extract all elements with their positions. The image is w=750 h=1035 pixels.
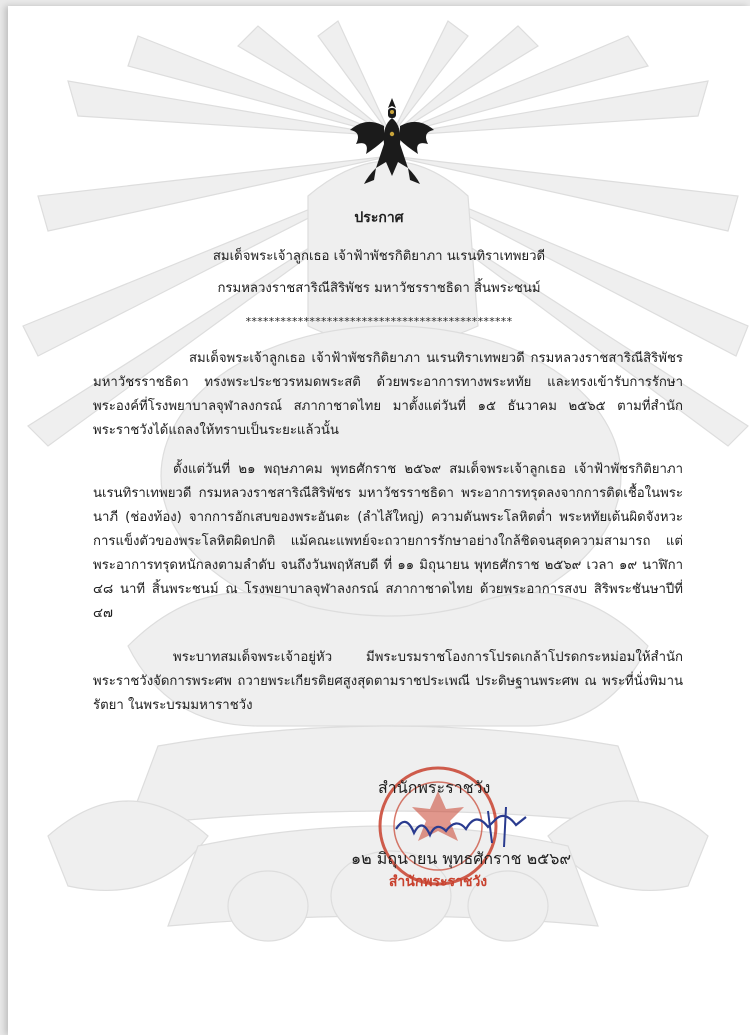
paragraph-2: ตั้งแต่วันที่ ๒๑ พฤษภาคม พุทธศักราช ๒๕๖๙ สมเด็จพระเจ้าลูกเธอ เจ้าฟ้าพัชรกิติยาภา นเรนทิราเทพยวดี กรมหลวงราชสาริณีสิริพัชร มหาวัชรราชธิดา พระอาการทรุดลงจากการติดเชื้อในพระนาภี (ช่องท้อง) จากการอักเสบของพระอันตะ (ลำไส้ใหญ่) ความดันพระโลหิตต่ำ พระหทัยเต้นผิดจังหวะ การแข็งตัวของพระโลหิตผิดปกติ แม้คณะแพทย์จะถวายการรักษาอย่างใกล้ชิดจนสุดความสามารถ แต่พระอาการทรุดหนักลงตามลำดับ จนถึงวันพฤหัสบดี ที่ ๑๑ มิถุนายน พุทธศักราช ๒๕๖๙ เวลา ๑๙ นาฬิกา ๔๘ นาที สิ้นพระชนม์ ณ โรงพยาบาลจุฬาลงกรณ์ สภากาชาดไทย ด้วยพระอาการสงบ สิริพระชันษาปีที่ ๔๗ — [93, 462, 683, 621]
announcement-title: ประกาศ — [354, 210, 404, 226]
star-divider: ********************************************** — [245, 315, 513, 328]
official-seal-stamp — [376, 751, 546, 901]
subject-line-1: สมเด็จพระเจ้าลูกเธอ เจ้าฟ้าพัชรกิติยาภา นเรนทิราเทพยวดี — [212, 249, 546, 264]
subject-line-2: กรมหลวงราชสาริณีสิริพัชร มหาวัชรราชธิดา สิ้นพระชนม์ — [217, 281, 541, 296]
issuer-name: สำนักพระราชวัง — [378, 778, 491, 797]
svg-text:สำนักพระราชวัง: สำนักพระราชวัง — [388, 874, 488, 890]
issue-date: ๑๒ มิถุนายน พุทธศักราช ๒๕๖๙ — [351, 849, 572, 868]
document-page — [8, 6, 750, 1035]
paragraph-1: สมเด็จพระเจ้าลูกเธอ เจ้าฟ้าพัชรกิติยาภา นเรนทิราเทพยวดี กรมหลวงราชสาริณีสิริพัชร มหาวัชรราชธิดา ทรงพระประชวรหมดพระสติ ด้วยพระอาการทางพระหทัย และทรงเข้ารับการรักษาพระองค์ที่โรงพยาบาลจุฬาลงกรณ์ สภากาชาดไทย มาตั้งแต่วันที่ ๑๕ ธันวาคม ๒๕๖๕ ตามที่สำนักพระราชวังได้แถลงให้ทราบเป็นระยะแล้วนั้น — [93, 351, 683, 438]
paragraph-3: พระบาทสมเด็จพระเจ้าอยู่หัว มีพระบรมราชโองการโปรดเกล้าโปรดกระหม่อมให้สำนักพระราชวังจัดการพระศพ ถวายพระเกียรติยศสูงสุดตามราชประเพณี ประดิษฐานพระศพ ณ พระที่นั่งพิมานรัตยา ในพระบรมมหาราชวัง — [93, 650, 683, 713]
